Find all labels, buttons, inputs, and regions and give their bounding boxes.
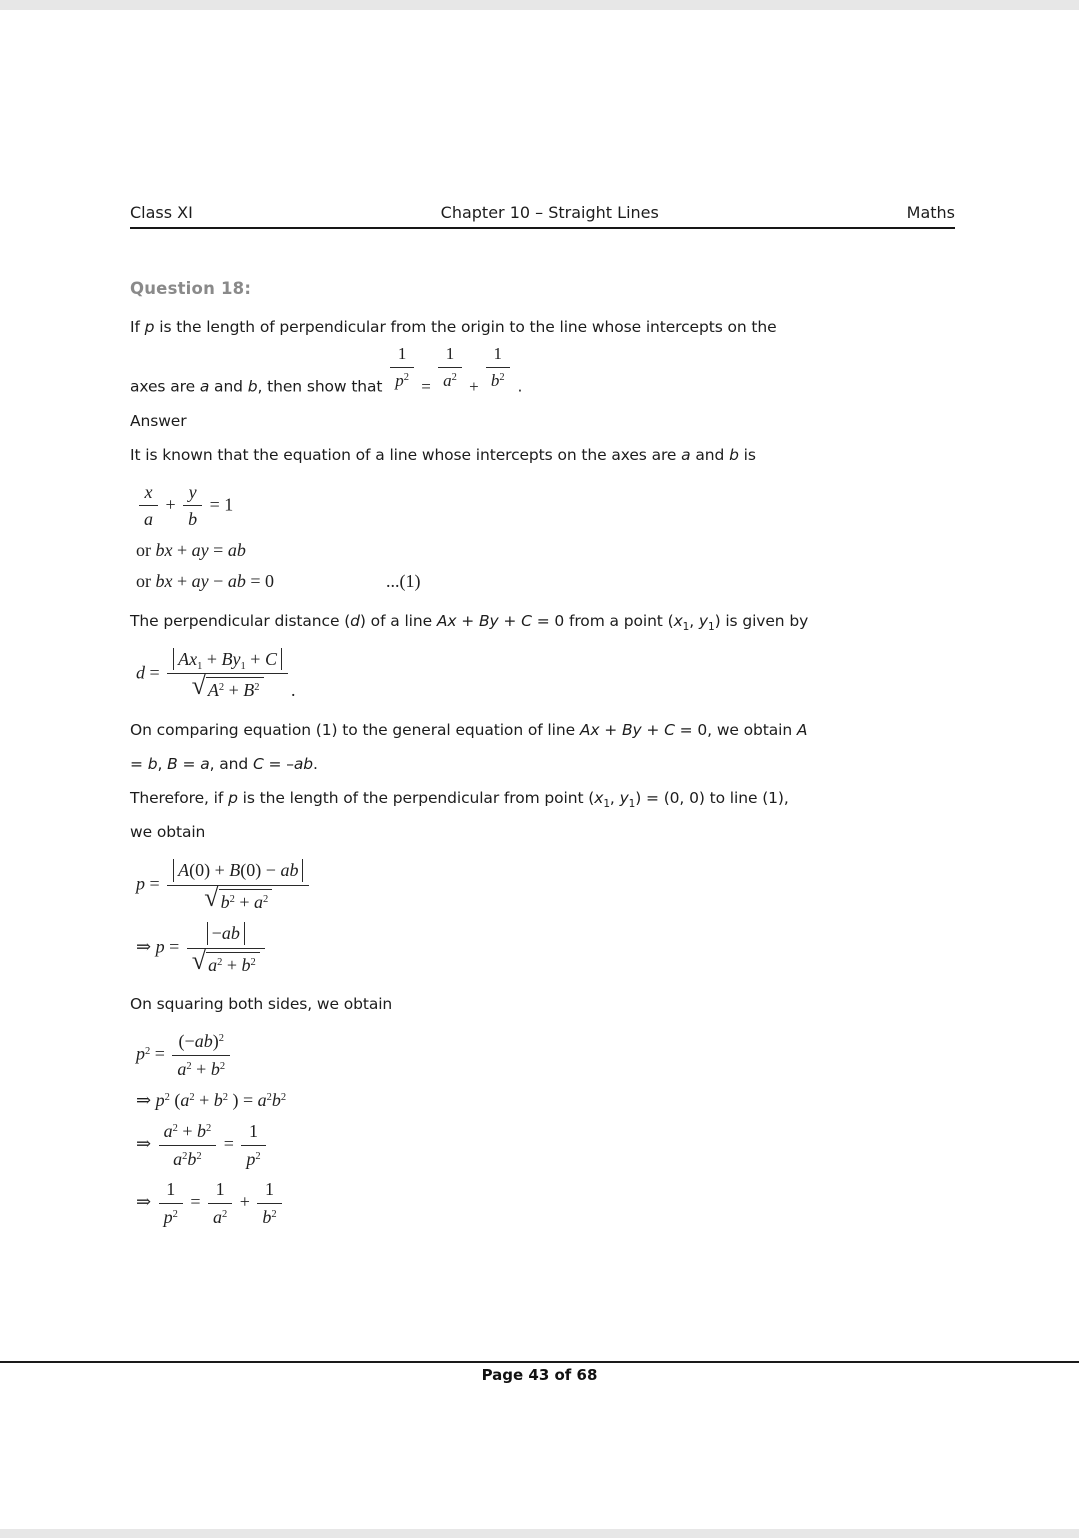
numerator — [390, 344, 414, 367]
italic-run: p — [155, 1089, 165, 1110]
text-run: On comparing equation (1) to the general equation of line — [130, 721, 580, 740]
italic-run: a — [144, 509, 153, 530]
text-line — [130, 987, 955, 1021]
math-formula — [130, 1031, 955, 1079]
radical-sign: √ — [191, 671, 206, 701]
superscript: 2 — [254, 682, 260, 694]
italic-run: ab — [194, 1031, 213, 1052]
text-run: , — [609, 789, 620, 808]
italic-run: bx — [155, 539, 173, 560]
italic-run: x — [144, 481, 153, 502]
superscript: 2 — [189, 1091, 195, 1103]
italic-run: B — [167, 755, 178, 774]
text-run: + — [194, 1089, 214, 1110]
italic-run: a — [213, 1206, 222, 1227]
math-formula — [130, 1121, 955, 1169]
superscript: 2 — [499, 371, 505, 383]
italic-run: By — [221, 648, 241, 669]
text-line — [130, 604, 955, 638]
italic-run: B — [243, 680, 255, 701]
text-run: + — [172, 539, 192, 560]
italic-run: b — [187, 1148, 197, 1169]
denominator — [139, 505, 158, 530]
text-run: The perpendicular distance ( — [130, 611, 351, 630]
text-run: = — [219, 1133, 239, 1154]
question-label: Question 18: — [130, 279, 252, 298]
text-line — [130, 438, 955, 472]
text-run: , and — [209, 755, 253, 774]
text-run: It is known that the equation of a line whose intercepts on the axes are — [130, 445, 682, 464]
text-run: 1 — [166, 1179, 176, 1200]
text-run: Answer — [130, 411, 187, 430]
denominator — [159, 1145, 217, 1170]
math-formula — [130, 648, 955, 701]
text-run: 1 — [215, 1179, 225, 1200]
text-run: + — [202, 648, 222, 669]
text-run: ) = — [228, 1089, 258, 1110]
radicand — [206, 677, 264, 701]
denominator — [167, 673, 288, 701]
italic-run: A — [178, 860, 190, 881]
text-run: − — [211, 923, 222, 944]
text-run: + — [224, 680, 244, 701]
italic-run: a — [163, 1120, 173, 1141]
denominator — [159, 1203, 183, 1228]
denominator — [183, 505, 202, 530]
numerator — [187, 922, 265, 948]
denominator — [208, 1203, 232, 1228]
superscript: 2 — [196, 1150, 202, 1162]
italic-run: p — [228, 789, 238, 808]
text-run: and — [690, 445, 730, 464]
italic-run: By — [479, 611, 499, 630]
text-line — [130, 404, 955, 438]
italic-run: y — [698, 611, 708, 630]
text-run: . — [313, 755, 318, 774]
italic-run: C — [664, 721, 675, 740]
sqrt-radical — [204, 882, 272, 913]
text-run: + — [172, 570, 192, 591]
text-run: ⇒ — [136, 1191, 156, 1212]
sqrt-radical — [191, 945, 260, 976]
italic-run: b — [210, 1059, 220, 1080]
equation-number: ...(1) — [385, 570, 421, 591]
text-run: = 1 — [205, 493, 234, 514]
header-chapter-title: Chapter 10 – Straight Lines — [440, 203, 659, 222]
math-formula — [130, 922, 955, 975]
italic-run: ab — [280, 860, 299, 881]
text-run: = — [130, 755, 148, 774]
fraction — [172, 1031, 230, 1079]
superscript: 2 — [218, 682, 225, 694]
text-run: (0) − — [240, 860, 281, 881]
italic-run: p — [246, 1148, 256, 1169]
text-run: ) = (0, 0) to line (1), — [635, 789, 789, 808]
italic-run: x — [673, 611, 683, 630]
italic-run: Ax — [436, 611, 457, 630]
text-run: , — [157, 755, 168, 774]
italic-run: bx — [155, 570, 173, 591]
fraction — [159, 1121, 217, 1169]
denominator — [486, 367, 510, 391]
fraction — [183, 482, 202, 530]
sqrt-radical — [191, 671, 264, 701]
text-run: . — [512, 377, 523, 396]
italic-run: p — [136, 873, 145, 894]
absolute-value — [173, 859, 303, 882]
italic-run: b — [220, 891, 230, 912]
numerator — [486, 344, 510, 367]
numerator — [257, 1179, 281, 1203]
superscript: 2 — [217, 956, 223, 968]
text-run: ⇒ — [136, 1089, 156, 1110]
italic-run: b — [213, 1089, 223, 1110]
text-run: + — [177, 1120, 197, 1141]
math-formula — [130, 540, 955, 561]
superscript: 2 — [266, 1091, 272, 1103]
text-run: = 0 — [245, 570, 274, 591]
text-run: − — [208, 570, 228, 591]
text-run: 1 — [445, 344, 455, 363]
subscript: 1 — [707, 620, 715, 633]
text-run: , — [689, 611, 699, 630]
italic-run: a — [199, 377, 210, 396]
text-run: = — [145, 873, 165, 894]
text-run: On squaring both sides, we obtain — [130, 995, 393, 1014]
denominator — [187, 945, 265, 976]
italic-run: B — [229, 860, 241, 881]
superscript: 2 — [280, 1091, 287, 1103]
italic-run: C — [264, 648, 277, 669]
text-run: = — [150, 1043, 170, 1064]
subscript: 1 — [240, 660, 246, 672]
italic-run: Ax — [579, 721, 600, 740]
italic-run: b — [197, 1120, 206, 1141]
header-subject-label: Maths — [906, 203, 955, 222]
text-run: we obtain — [130, 823, 206, 842]
italic-run: y — [619, 789, 629, 808]
text-run: 1 — [397, 344, 407, 363]
text-run: = 0, we obtain — [674, 721, 797, 740]
fraction — [241, 1121, 265, 1169]
text-run: ) is given by — [714, 611, 809, 630]
text-run: ) of a line — [359, 611, 437, 630]
italic-run: b — [188, 509, 198, 530]
denominator — [257, 1203, 281, 1228]
baseline-dot: . — [290, 680, 296, 701]
math-formula — [130, 1090, 955, 1111]
italic-run: a — [200, 755, 210, 774]
superscript: 2 — [255, 1150, 261, 1162]
italic-run: ay — [191, 570, 209, 591]
numerator — [167, 648, 288, 674]
fraction — [139, 482, 158, 530]
text-run: is the length of perpendicular from the origin to the line whose intercepts on the — [154, 318, 777, 336]
text-run: = — [416, 376, 436, 396]
superscript: 2 — [271, 1208, 277, 1220]
italic-run: d — [350, 611, 360, 630]
denominator — [167, 882, 309, 913]
text-run: or — [136, 570, 156, 591]
text-run: or — [136, 539, 156, 560]
text-run: 1 — [249, 1120, 259, 1141]
italic-run: p — [144, 318, 155, 336]
text-run: = — [164, 937, 184, 958]
fraction — [159, 1179, 183, 1227]
numerator — [159, 1121, 217, 1145]
page-header — [130, 203, 955, 229]
italic-run: ab — [293, 755, 314, 774]
text-run: is the length of the perpendicular from point ( — [237, 789, 595, 808]
fraction — [390, 344, 414, 390]
fraction — [208, 1179, 232, 1227]
text-run: = — [177, 755, 201, 774]
header-class-label: Class XI — [130, 203, 193, 222]
superscript: 2 — [263, 893, 269, 905]
text-run: + — [456, 611, 479, 630]
italic-run: a — [180, 1089, 190, 1110]
numerator — [208, 1179, 232, 1203]
text-run: + — [235, 1191, 255, 1212]
text-run: If — [130, 318, 145, 336]
inline-formula — [387, 344, 512, 396]
superscript: 2 — [403, 371, 409, 383]
italic-run: p — [163, 1206, 173, 1227]
superscript: 2 — [164, 1091, 170, 1103]
numerator — [159, 1179, 183, 1203]
italic-run: p — [136, 1043, 145, 1064]
text-line — [130, 713, 955, 747]
text-run: = — [208, 539, 228, 560]
text-run: + — [245, 648, 265, 669]
numerator — [139, 482, 158, 506]
italic-run: b — [490, 370, 500, 390]
fraction — [486, 344, 510, 390]
text-line — [130, 310, 955, 344]
superscript: 2 — [186, 1061, 192, 1073]
subscript: 1 — [603, 798, 610, 811]
fraction — [167, 648, 288, 701]
text-run: + — [641, 721, 665, 740]
italic-run: d — [136, 662, 145, 683]
page-number: Page 43 of 68 — [481, 1366, 598, 1384]
math-formula — [130, 1179, 955, 1227]
italic-run: b — [247, 377, 258, 396]
text-run: ⇒ — [136, 1133, 156, 1154]
text-run: Therefore, if — [130, 789, 229, 808]
text-run: + — [191, 1059, 211, 1080]
text-run: , then show that — [257, 377, 388, 396]
superscript: 2 — [222, 1091, 228, 1103]
subscript: 1 — [197, 660, 203, 672]
text-line — [130, 344, 955, 404]
superscript: 2 — [172, 1122, 178, 1134]
italic-run: C — [252, 755, 264, 774]
italic-run: y — [188, 481, 197, 502]
italic-run: ay — [191, 539, 209, 560]
denominator — [241, 1145, 265, 1170]
math-formula — [130, 482, 955, 530]
numerator — [172, 1031, 230, 1055]
denominator — [172, 1055, 230, 1080]
numerator — [241, 1121, 265, 1145]
superscript: 2 — [172, 1208, 178, 1220]
text-line — [130, 781, 955, 815]
italic-run: a — [173, 1148, 183, 1169]
italic-run: a — [681, 445, 691, 464]
text-run: axes are — [130, 377, 200, 396]
text-run: 1 — [493, 344, 503, 363]
text-run: ( — [169, 1089, 181, 1110]
italic-run: b — [147, 755, 158, 774]
radical-sign: √ — [204, 882, 219, 912]
text-run: + — [599, 721, 622, 740]
text-run: + — [222, 954, 242, 975]
italic-run: C — [521, 611, 532, 630]
text-run: 1 — [265, 1179, 275, 1200]
italic-run: Ax — [178, 648, 198, 669]
numerator — [438, 344, 462, 367]
italic-run: a — [254, 891, 264, 912]
italic-run: A — [796, 721, 808, 740]
text-line — [130, 815, 955, 849]
radicand — [206, 952, 260, 976]
subscript: 1 — [682, 620, 690, 633]
superscript: 2 — [250, 956, 256, 968]
text-run: (0) + — [189, 860, 230, 881]
italic-run: x — [594, 789, 604, 808]
text-run: + — [234, 891, 255, 912]
italic-run: ab — [227, 570, 246, 591]
italic-run: p — [395, 370, 404, 390]
text-run: = 0 from a point ( — [531, 611, 674, 630]
italic-run: By — [621, 721, 642, 740]
text-run: (− — [178, 1031, 195, 1052]
footer-rule — [0, 1361, 1079, 1363]
text-run: and — [209, 377, 248, 396]
superscript: 2 — [222, 1208, 228, 1220]
italic-run: a — [208, 954, 218, 975]
text-run: ⇒ — [136, 937, 156, 958]
subscript: 1 — [628, 798, 636, 811]
italic-run: b — [262, 1206, 272, 1227]
text-run: + — [161, 493, 181, 514]
numerator — [183, 482, 202, 506]
italic-run: a — [257, 1089, 267, 1110]
italic-run: ab — [221, 923, 240, 944]
superscript: 2 — [219, 1061, 226, 1073]
text-run: ) — [212, 1031, 219, 1052]
math-formula — [130, 571, 955, 592]
solution-content — [130, 310, 955, 1228]
italic-run: b — [271, 1089, 281, 1110]
italic-run: a — [177, 1059, 187, 1080]
text-line — [130, 747, 955, 781]
text-run: is — [738, 445, 756, 464]
superscript: 2 — [206, 1122, 212, 1134]
text-run: = – — [263, 755, 294, 774]
italic-run: b — [241, 954, 251, 975]
fraction — [438, 344, 462, 390]
superscript: 2 — [229, 893, 235, 905]
absolute-value — [173, 648, 282, 671]
denominator — [390, 367, 414, 391]
text-run: = — [185, 1191, 205, 1212]
superscript: 2 — [451, 371, 457, 383]
superscript: 2 — [218, 1033, 224, 1045]
denominator — [438, 367, 462, 391]
italic-run: a — [443, 370, 452, 390]
page-bottom-edge — [0, 1529, 1079, 1538]
italic-run: ab — [227, 539, 246, 560]
radicand — [219, 889, 273, 913]
superscript: 2 — [145, 1045, 151, 1057]
radical-sign: √ — [191, 945, 207, 975]
superscript: 2 — [182, 1150, 188, 1162]
absolute-value — [207, 922, 245, 945]
fraction — [187, 922, 265, 975]
math-formula — [130, 859, 955, 912]
italic-run: A — [207, 680, 219, 701]
text-run: + — [498, 611, 522, 630]
text-run: + — [464, 376, 483, 396]
italic-run: b — [729, 445, 739, 464]
fraction — [257, 1179, 281, 1227]
italic-run: p — [155, 937, 165, 958]
text-run: = — [145, 662, 165, 683]
fraction — [167, 859, 309, 912]
numerator — [167, 859, 309, 885]
